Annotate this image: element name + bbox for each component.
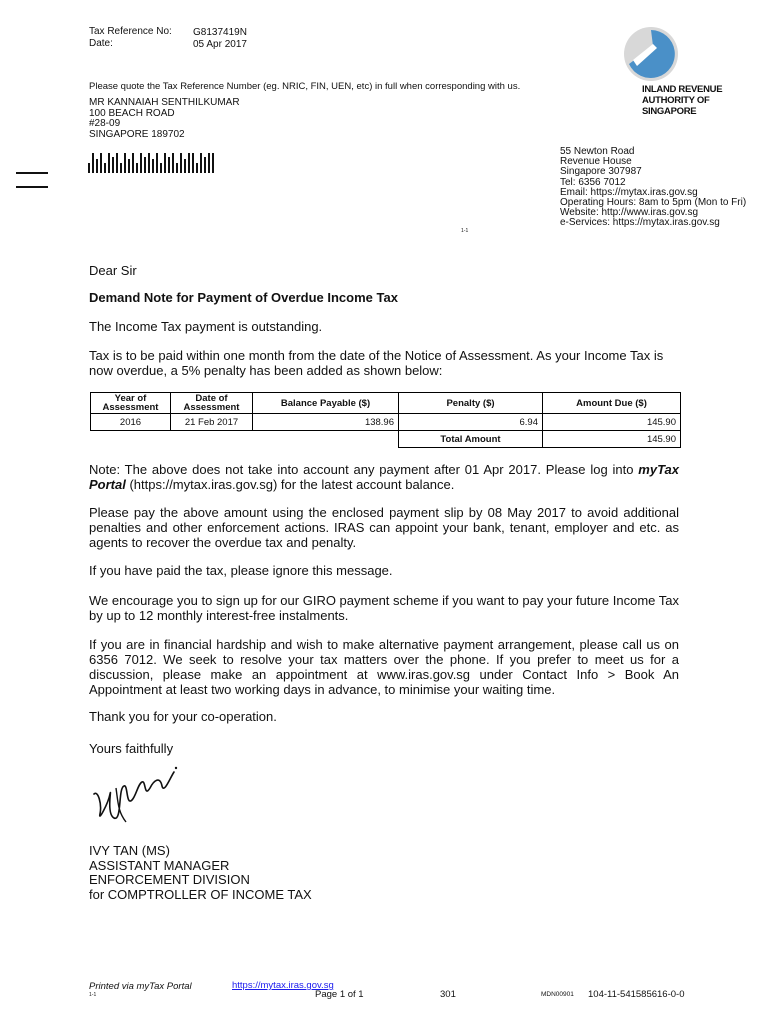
footer-code-301: 301 bbox=[440, 989, 456, 1000]
fold-mark-bottom bbox=[16, 186, 48, 188]
footer-page: Page 1 of 1 bbox=[315, 989, 364, 1000]
header-date: Date of Assessment bbox=[171, 393, 253, 414]
paragraph-giro: We encourage you to sign up for our GIRO payment scheme if you want to pay your future Income Tax by up to 12 monthly interest-free instalments. bbox=[89, 593, 679, 623]
total-value: 145.90 bbox=[543, 431, 681, 448]
paragraph-thanks: Thank you for your co-operation. bbox=[89, 709, 277, 724]
iras-logo bbox=[623, 26, 679, 82]
logo-line-1: INLAND REVENUE bbox=[642, 84, 723, 95]
cell-amount: 145.90 bbox=[543, 414, 681, 431]
footer-mdn: MDN00901 bbox=[541, 991, 574, 998]
signatory-title: ASSISTANT MANAGER bbox=[89, 857, 230, 873]
paragraph-hardship: If you are in financial hardship and wish to make alternative payment arrangement, please call us on 6356 7012. We seek to resolve your tax matters over the phone. If you prefer to meet us for a discussion, please make an appointment at www.iras.gov.sg under Contact Info > Book An Appointment at least two working days in advance, to minimise your waiting time. bbox=[89, 637, 679, 697]
paragraph-note bbox=[89, 462, 679, 492]
header-year: Year of Assessment bbox=[91, 393, 171, 414]
recipient-city: SINGAPORE 189702 bbox=[89, 128, 185, 140]
iras-email: Email: https://mytax.iras.gov.sg bbox=[560, 186, 698, 198]
recipient-address bbox=[89, 98, 240, 140]
signature bbox=[88, 764, 184, 828]
iras-building: Revenue House bbox=[560, 156, 632, 168]
assessment-table bbox=[90, 392, 681, 448]
signatory-name: IVY TAN (MS) bbox=[89, 843, 170, 858]
footer-printed: Printed via myTax Portal bbox=[89, 981, 192, 992]
paragraph-outstanding: The Income Tax payment is outstanding. bbox=[89, 319, 323, 334]
paragraph-paid: If you have paid the tax, please ignore this message. bbox=[89, 563, 393, 578]
recipient-unit: #28-09 bbox=[89, 118, 121, 129]
iras-city: Singapore 307987 bbox=[560, 166, 642, 178]
fold-mark-top bbox=[16, 172, 48, 174]
iras-address bbox=[560, 147, 746, 229]
footer-ref: 104-11-541585616-0-0 bbox=[588, 989, 685, 1000]
logo-line-2: AUTHORITY OF bbox=[642, 95, 710, 106]
note-text-before: Note: The above does not take into account any payment after 01 Apr 2017. Please log into bbox=[89, 462, 639, 477]
salutation: Dear Sir bbox=[89, 263, 137, 278]
iras-eservices: e-Services: https://mytax.iras.gov.sg bbox=[560, 217, 720, 229]
postal-barcode bbox=[88, 151, 214, 173]
note-text-after: (https://mytax.iras.gov.sg) for the latest account balance. bbox=[125, 477, 455, 492]
date-value: 05 Apr 2017 bbox=[193, 39, 247, 50]
tiny-code: 1-1 bbox=[461, 228, 469, 234]
footer-link[interactable]: https://mytax.iras.gov.sg bbox=[232, 980, 334, 991]
iras-logo-text bbox=[642, 84, 722, 117]
recipient-street: 100 BEACH ROAD bbox=[89, 107, 175, 119]
tax-ref-label: Tax Reference No: bbox=[89, 26, 172, 37]
total-label: Total Amount bbox=[399, 431, 543, 448]
cell-date: 21 Feb 2017 bbox=[171, 414, 253, 431]
signatory-for: for COMPTROLLER OF INCOME TAX bbox=[89, 886, 312, 902]
iras-street: 55 Newton Road bbox=[560, 146, 635, 157]
iras-hours: Operating Hours: 8am to 5pm (Mon to Fri) bbox=[560, 197, 747, 209]
closing: Yours faithfully bbox=[89, 741, 174, 756]
signature-icon bbox=[88, 764, 184, 828]
letter-subject: Demand Note for Payment of Overdue Income Tax bbox=[89, 290, 398, 305]
iras-logo-icon bbox=[623, 26, 679, 82]
signatory-division: ENFORCEMENT DIVISION bbox=[89, 872, 250, 887]
date-label: Date: bbox=[89, 38, 113, 49]
header-balance: Balance Payable ($) bbox=[253, 393, 399, 414]
signatory-block bbox=[89, 844, 312, 902]
header-amount: Amount Due ($) bbox=[543, 393, 681, 414]
quote-notice: Please quote the Tax Reference Number (eg. NRIC, FIN, UEN, etc) in full when corresponding with us. bbox=[89, 81, 521, 92]
tax-ref-value: G8137419N bbox=[193, 27, 247, 38]
cell-balance: 138.96 bbox=[253, 414, 399, 431]
table-header-row bbox=[91, 393, 681, 414]
table-total-row bbox=[91, 431, 681, 448]
footer-small-code: 1-1 bbox=[89, 992, 97, 998]
paragraph-payment: Please pay the above amount using the enclosed payment slip by 08 May 2017 to avoid additional penalties and other enforcement actions. IRAS can appoint your bank, tenant, employer and etc. as agents to recover the overdue tax and penalty. bbox=[89, 505, 679, 550]
iras-tel: Tel: 6356 7012 bbox=[560, 176, 626, 188]
header-penalty: Penalty ($) bbox=[399, 393, 543, 414]
table-row bbox=[91, 414, 681, 431]
mytax-portal-link[interactable]: myTax Portal bbox=[89, 462, 679, 492]
logo-line-3: SINGAPORE bbox=[642, 106, 697, 117]
recipient-name: MR KANNAIAH SENTHILKUMAR bbox=[89, 97, 240, 108]
cell-year: 2016 bbox=[91, 414, 171, 431]
cell-penalty: 6.94 bbox=[399, 414, 543, 431]
paragraph-penalty: Tax is to be paid within one month from the date of the Notice of Assessment. As your Income Tax is now overdue, a 5% penalty has been added as shown below: bbox=[89, 348, 664, 378]
iras-website: Website: http://www.iras.gov.sg bbox=[560, 207, 699, 219]
